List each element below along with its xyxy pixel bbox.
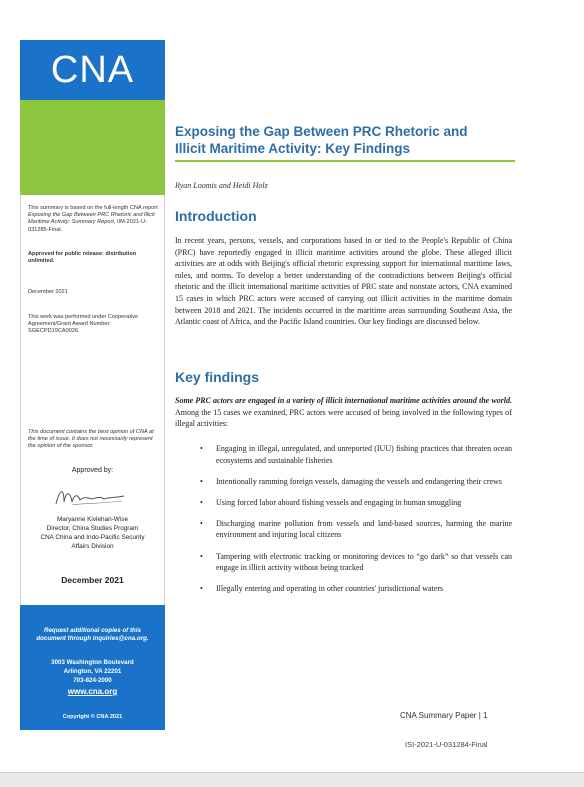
title-divider (175, 160, 515, 162)
page-title: Exposing the Gap Between PRC Rhetoric and Illicit Maritime Activity: Key Findings (175, 124, 468, 156)
bullet-icon: • (200, 518, 203, 528)
bullet-icon: • (200, 444, 203, 453)
bullet-icon: • (200, 551, 203, 561)
viewer-bottom-edge (0, 772, 584, 787)
cna-logo: CNA (50, 49, 135, 91)
list-item: • Illegally entering and operating in other countries' jurisdictional waters (200, 584, 444, 594)
opinion-note: This document contains the best opinion of CNA at the time of issue. It does not necessarily represent the opinion of the sponsor. (28, 429, 154, 450)
sidebar-green-band (20, 100, 165, 195)
key-findings-heading: Key findings (175, 369, 260, 385)
authors: Ryan Loomis and Heidi Holz (175, 181, 268, 190)
bullet-icon: • (200, 497, 203, 507)
date-small: December 2021 (28, 289, 68, 295)
introduction-heading: Introduction (175, 208, 257, 224)
address-line-1: 3003 Washington Boulevard (51, 659, 134, 666)
document-id: ISI-2021-U-031284-Final (405, 740, 488, 749)
key-findings-paragraph: Some PRC actors are engaged in a variety of illicit international maritime activities around the world. Among the 15 cases we examined, PRC actors were accused of being involved in the following types of illegal activities: (175, 396, 512, 429)
list-item: • Discharging marine pollution from vessels and land-based sources, harming the marine environment and injuring local citizens (200, 518, 512, 540)
approver-title-1: Director, China Studies Program (46, 525, 139, 532)
address-line-2: Arlington, VA 22201 (63, 668, 122, 675)
findings-list (200, 443, 512, 604)
bullet-icon: • (200, 476, 203, 486)
signature-icon (52, 484, 132, 510)
introduction-paragraph: In recent years, persons, vessels, and corporations based in or tied to the People's Republic of China (PRC) have reportedly engaged in illicit maritime activities around the globe. These alleged illicit activities are at odds with Beijing's official rhetoric expressing support for international maritime laws, rules, and norms. To develop a better understanding of the contradictions between Beijing's official rhetoric and the illicit international maritime activities of PRC state and nonstate actors, CNA examined 15 cases in which PRC actors were accused of carrying out illicit activities in the maritime domain between 2018 and 2021. The incidents occurred in the maritime areas surrounding Southeast Asia, the Atlantic coast of Africa, and the Pacific Island countries. Our key findings are discussed below. (175, 236, 512, 327)
list-item: • Intentionally ramming foreign vessels, damaging the vessels and endangering their crews (200, 476, 502, 486)
summary-note: This summary is based on the full-length CNA report Exposing the Gap Between PRC Rhetoric and Illicit Maritime Activity: Summary Report, IIM-2021-U-031285-Final. (28, 205, 158, 233)
approver-name: Maryanne Kivlehan-Wise (56, 516, 129, 523)
approval-note: Approved for public release: distribution unlimited. (28, 251, 137, 265)
date-bold: December 2021 (61, 575, 124, 585)
approver-title-3: Affairs Division (71, 543, 114, 550)
list-item: • Tampering with electronic tracking or monitoring devices to “go dark” so that vessels can engage in illicit activity without being tracked (200, 551, 512, 573)
page-number: CNA Summary Paper | 1 (400, 711, 488, 720)
copyright: Copyright © CNA 2021 (62, 714, 123, 720)
list-item: • Engaging in illegal, unregulated, and unreported (IUU) fishing practices that threaten ocean ecosystems and sustainable fisheries (200, 444, 512, 465)
website-link[interactable]: www.cna.org (67, 687, 118, 696)
request-copies: Request additional copies of this document through inquiries@cna.org. (36, 627, 149, 642)
bullet-icon: • (200, 584, 203, 594)
approved-by-label: Approved by: (71, 467, 114, 474)
phone-number: 703-824-2000 (73, 677, 112, 684)
cooperative-note: This work was performed under Cooperative Agreement/Grant Award Number: SGECPD19CA0026. (28, 314, 139, 335)
approver-title-2: CNA China and Indo-Pacific Security (40, 534, 145, 541)
list-item: • Using forced labor aboard fishing vessels and engaging in human smuggling (200, 497, 462, 507)
